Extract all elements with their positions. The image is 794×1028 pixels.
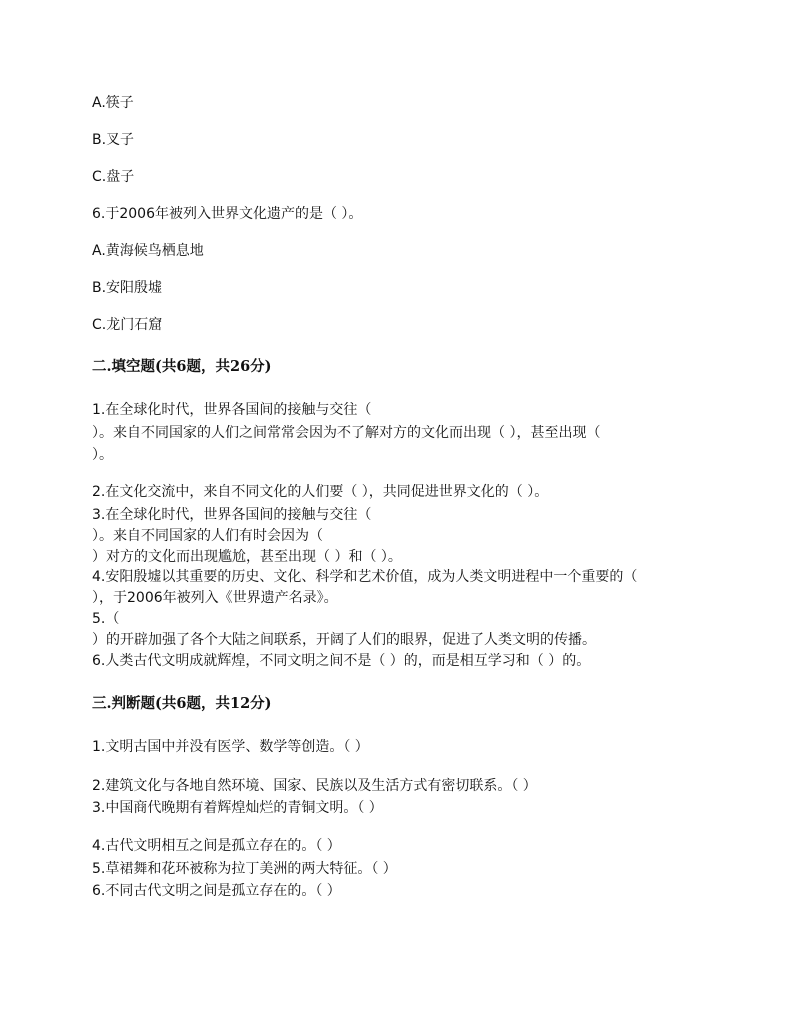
q5-option-a: A.筷子 [92, 95, 134, 111]
s2-q5-line2: ）的开辟加强了各个大陆之间联系，开阔了人们的眼界，促进了人类文明的传播。 [92, 632, 596, 648]
s2-q1-line1: 1.在全球化时代，世界各国间的接触与交往（ [92, 402, 372, 418]
section-2-heading: 二.填空题(共6题，共26分) [92, 358, 272, 375]
s2-q4-line1: 4.安阳殷墟以其重要的历史、文化、科学和艺术价值，成为人类文明进程中一个重要的（ [92, 569, 638, 585]
s2-q4-line2: ），于2006年被列入《世界遗产名录》。 [92, 590, 338, 606]
s3-q5: 5.草裙舞和花环被称为拉丁美洲的两大特征。（ ） [92, 861, 397, 877]
s2-q2: 2.在文化交流中，来自不同文化的人们要（ ），共同促进世界文化的（ ）。 [92, 484, 549, 500]
s2-q1-line3: ）。 [92, 447, 113, 463]
q5-option-b: B.叉子 [92, 132, 135, 148]
q6-stem: 6.于2006年被列入世界文化遗产的是（ ）。 [92, 206, 363, 222]
s2-q3-line3: ）对方的文化而出现尴尬，甚至出现（ ）和（ ）。 [92, 549, 402, 565]
s2-q1-line2: ）。来自不同国家的人们之间常常会因为不了解对方的文化而出现（ ），甚至出现（ [92, 425, 601, 441]
s3-q3: 3.中国商代晚期有着辉煌灿烂的青铜文明。（ ） [92, 800, 383, 816]
s2-q3-line1: 3.在全球化时代，世界各国间的接触与交往（ [92, 507, 372, 523]
s3-q2: 2.建筑文化与各地自然环境、国家、民族以及生活方式有密切联系。（ ） [92, 778, 537, 794]
q6-option-a: A.黄海候鸟栖息地 [92, 243, 204, 259]
q5-option-c: C.盘子 [92, 169, 135, 185]
section-3-heading: 三.判断题(共6题，共12分) [92, 695, 272, 712]
s3-q4: 4.古代文明相互之间是孤立存在的。（ ） [92, 838, 341, 854]
s2-q5-line1: 5.（ [92, 611, 120, 627]
s2-q6: 6.人类古代文明成就辉煌，不同文明之间不是（ ）的，而是相互学习和（ ）的。 [92, 653, 591, 669]
q6-option-b: B.安阳殷墟 [92, 280, 163, 296]
q6-option-c: C.龙门石窟 [92, 317, 163, 333]
s2-q3-line2: ）。来自不同国家的人们有时会因为（ [92, 528, 323, 544]
s3-q1: 1.文明古国中并没有医学、数学等创造。（ ） [92, 739, 369, 755]
s3-q6: 6.不同古代文明之间是孤立存在的。（ ） [92, 883, 341, 899]
